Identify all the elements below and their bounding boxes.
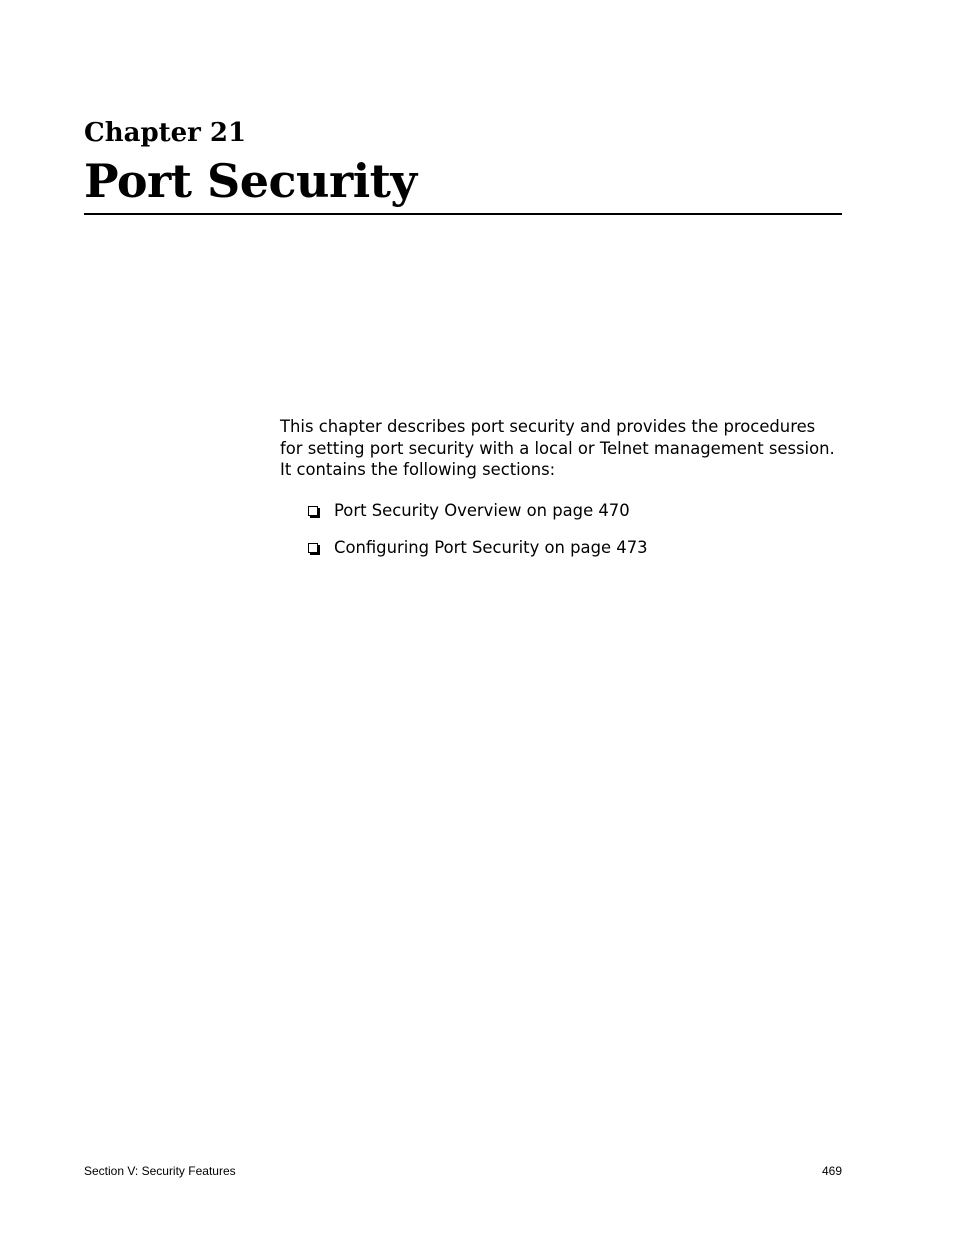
- chapter-label: Chapter 21: [84, 118, 247, 148]
- checkbox-bullet-icon: [308, 543, 318, 553]
- section-list: [308, 500, 648, 574]
- footer-section-title: Section V: Security Features: [84, 1164, 236, 1178]
- section-link-port-security-overview[interactable]: Port Security Overview on page 470: [334, 501, 630, 520]
- list-item: [308, 537, 648, 558]
- list-item: [308, 500, 648, 521]
- checkbox-bullet-icon: [308, 506, 318, 516]
- title-divider: [84, 213, 842, 215]
- footer-page-number: 469: [821, 1164, 842, 1178]
- section-link-configuring-port-security[interactable]: Configuring Port Security on page 473: [334, 538, 648, 557]
- intro-paragraph: This chapter describes port security and provides the procedures for setting port security with a local or Telnet management session. It contains the following sections:: [280, 417, 835, 479]
- page-title: Port Security: [84, 154, 417, 208]
